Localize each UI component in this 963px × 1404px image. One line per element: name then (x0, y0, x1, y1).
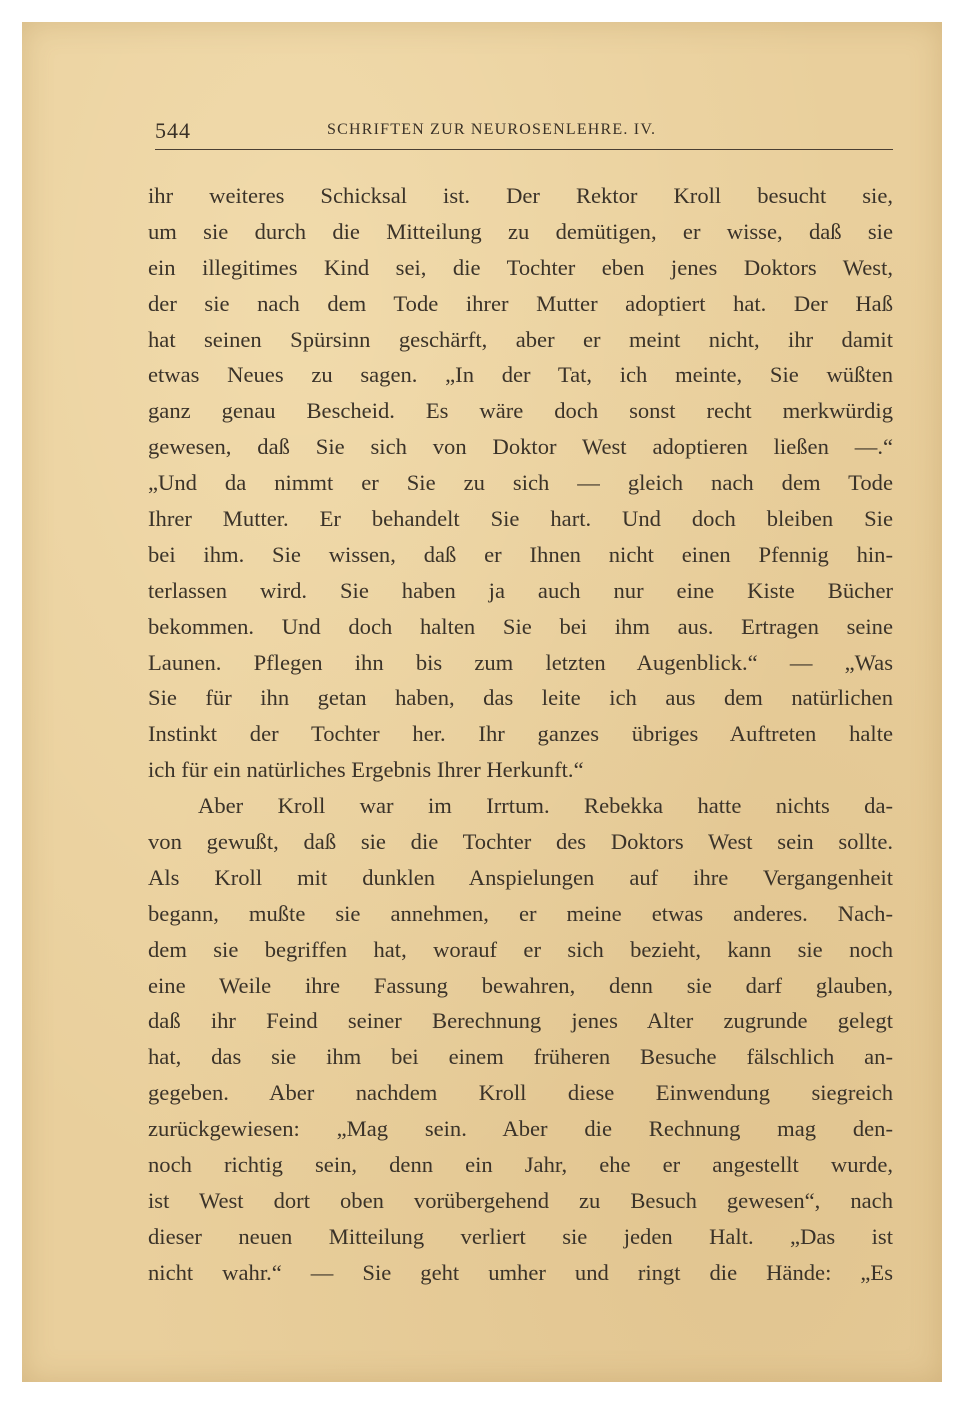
body-text (148, 178, 893, 1291)
page-header (155, 118, 893, 148)
text-line: begann, mußte sie annehmen, er meine etwas anderes. Nach- (148, 900, 893, 926)
text-line: gewesen, daß Sie sich von Doktor West adoptieren ließen —.“ (148, 434, 893, 460)
text-line: noch richtig sein, denn ein Jahr, ehe er angestellt wurde, (148, 1152, 893, 1178)
text-line: ihr weiteres Schicksal ist. Der Rektor Kroll besucht sie, (148, 183, 893, 208)
text-line: ist West dort oben vorübergehend zu Besuch gewesen“, nach (148, 1187, 893, 1213)
text-line: dem sie begriffen hat, worauf er sich bezieht, kann sie noch (148, 936, 893, 962)
text-line: „Und da nimmt er Sie zu sich — gleich nach dem Tode (148, 470, 893, 496)
text-line: von gewußt, daß sie die Tochter des Doktors West sein sollte. (148, 829, 893, 855)
text-line: daß ihr Feind seiner Berechnung jenes Alter zugrunde gelegt (148, 1008, 893, 1034)
text-line: terlassen wird. Sie haben ja auch nur eine Kiste Bücher (148, 577, 893, 603)
text-line: hat, das sie ihm bei einem früheren Besuche fälschlich an- (148, 1044, 893, 1070)
text-line: dieser neuen Mitteilung verliert sie jeden Halt. „Das ist (148, 1223, 893, 1249)
header-rule (155, 149, 893, 150)
text-line: ganz genau Bescheid. Es wäre doch sonst recht merkwürdig (148, 398, 893, 424)
text-line: Als Kroll mit dunklen Anspielungen auf ihre Vergangenheit (148, 864, 893, 890)
text-line: eine Weile ihre Fassung bewahren, denn sie darf glauben, (148, 972, 893, 998)
text-line: um sie durch die Mitteilung zu demütigen, er wisse, daß sie (148, 218, 893, 244)
running-title: SCHRIFTEN ZUR NEUROSENLEHRE. IV. (327, 121, 657, 138)
text-line: zurückgewiesen: „Mag sein. Aber die Rechnung mag den- (148, 1116, 893, 1142)
text-line: ich für ein natürliches Ergebnis Ihrer Herkunft.“ (148, 757, 584, 783)
text-line: Aber Kroll war im Irrtum. Rebekka hatte nichts da- (198, 793, 893, 819)
text-line: etwas Neues zu sagen. „In der Tat, ich meinte, Sie wüßten (148, 362, 893, 388)
text-line: der sie nach dem Tode ihrer Mutter adoptiert hat. Der Haß (148, 290, 893, 316)
text-line: nicht wahr.“ — Sie geht umher und ringt die Hände: „Es (148, 1259, 893, 1285)
text-line: bekommen. Und doch halten Sie bei ihm aus. Ertragen seine (148, 613, 893, 639)
page-number: 544 (155, 118, 191, 143)
text-line: Sie für ihn getan haben, das leite ich aus dem natürlichen (148, 685, 893, 711)
text-line: ein illegitimes Kind sei, die Tochter eben jenes Doktors West, (148, 254, 893, 280)
text-line: Instinkt der Tochter her. Ihr ganzes übriges Auftreten halte (148, 721, 893, 747)
text-line: Ihrer Mutter. Er behandelt Sie hart. Und doch bleiben Sie (148, 506, 893, 532)
text-line: hat seinen Spürsinn geschärft, aber er meint nicht, ihr damit (148, 326, 893, 352)
text-line: Launen. Pflegen ihn bis zum letzten Augenblick.“ — „Was (148, 649, 893, 675)
text-line: gegeben. Aber nachdem Kroll diese Einwendung siegreich (148, 1080, 893, 1106)
text-line: bei ihm. Sie wissen, daß er Ihnen nicht einen Pfennig hin- (148, 541, 893, 567)
